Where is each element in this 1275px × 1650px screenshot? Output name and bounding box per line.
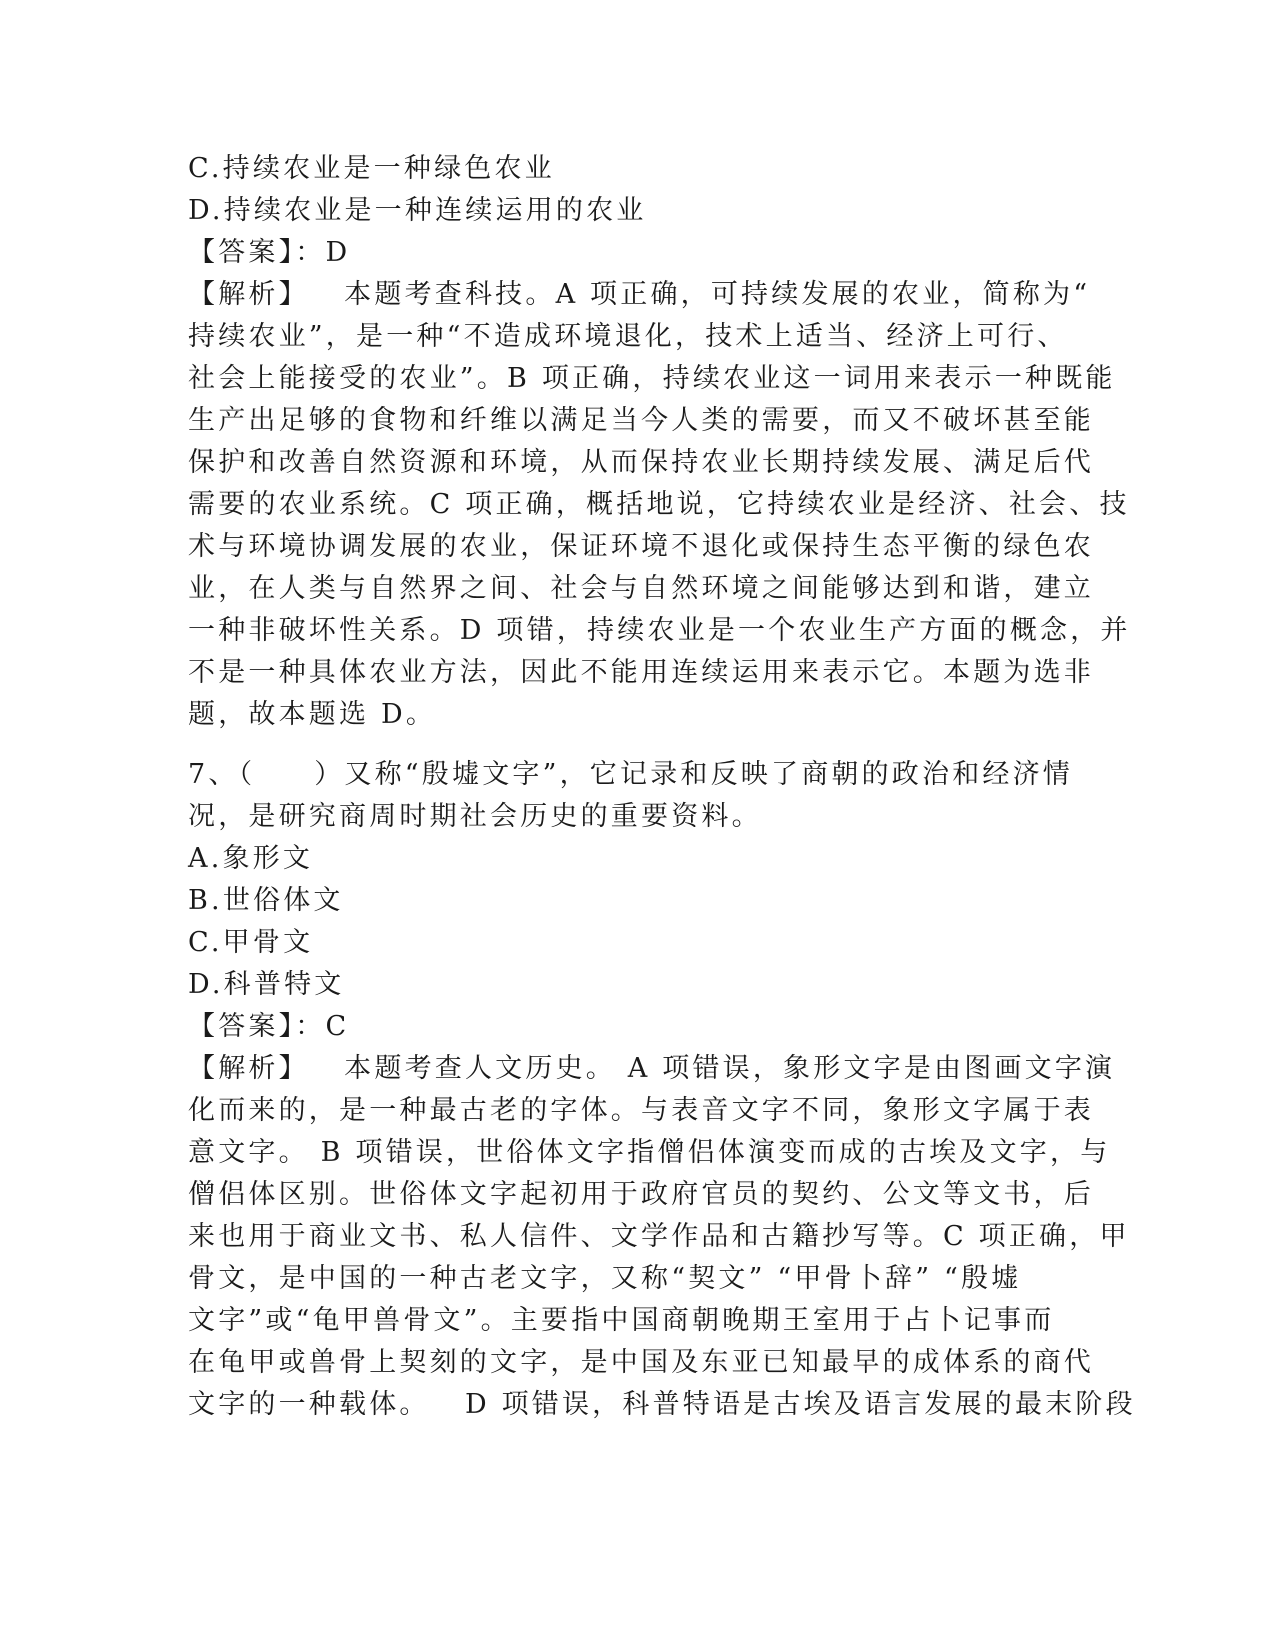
q6-explanation-line: 社会上能接受的农业”。B 项正确，持续农业这一词用来表示一种既能	[188, 363, 1116, 394]
q7-explanation-line: 化而来的，是一种最古老的字体。与表音文字不同，象形文字属于表	[188, 1095, 1094, 1126]
q7-option-b: B.世俗体文	[188, 885, 344, 916]
q6-option-c: C.持续农业是一种绿色农业	[188, 153, 555, 184]
q7-explanation-line: 文字的一种载体。 D 项错误，科普特语是古埃及语言发展的最末阶段	[188, 1389, 1136, 1420]
q6-explanation-line: 本题考查科技。A 项正确，可持续发展的农业，简称为“	[344, 279, 1091, 310]
q7-explanation-line: 本题考查人文历史。 A 项错误，象形文字是由图画文字演	[344, 1053, 1116, 1084]
q7-option-a: A.象形文	[188, 843, 314, 874]
q6-explanation-first-line	[188, 274, 1091, 316]
q7-answer-value: C	[325, 1011, 350, 1042]
q7-explanation-label: 【解析】	[188, 1053, 309, 1084]
q7-question-line: 况，是研究商周时期社会历史的重要资料。	[188, 801, 762, 832]
q6-explanation-line: 需要的农业系统。C 项正确，概括地说，它持续农业是经济、社会、技	[188, 489, 1130, 520]
q7-answer	[188, 1006, 1088, 1048]
q7-option-c: C.甲骨文	[188, 927, 314, 958]
q6-explanation-line: 一种非破坏性关系。D 项错，持续农业是一个农业生产方面的概念，并	[188, 615, 1131, 646]
q7-explanation-first-line	[188, 1048, 1116, 1090]
question-separator	[188, 736, 1088, 754]
q6-explanation-label: 【解析】	[188, 279, 309, 310]
q6-answer-value: D	[325, 237, 351, 268]
q7-option-d: D.科普特文	[188, 969, 345, 1000]
q7-explanation-line: 文字”或“龟甲兽骨文”。主要指中国商朝晚期王室用于占卜记事而	[188, 1305, 1055, 1336]
q6-explanation-line: 生产出足够的食物和纤维以满足当今人类的需要，而又不破坏甚至能	[188, 405, 1094, 436]
q6-explanation-line: 题，故本题选 D。	[188, 699, 437, 730]
q7-explanation-line: 在龟甲或兽骨上契刻的文字，是中国及东亚已知最早的成体系的商代	[188, 1347, 1094, 1378]
q6-explanation-line: 持续农业”，是一种“不造成环境退化，技术上适当、经济上可行、	[188, 321, 1068, 352]
q6-answer-label: 【答案】：	[188, 237, 326, 268]
q6-explanation-line: 术与环境协调发展的农业，保证环境不退化或保持生态平衡的绿色农	[188, 531, 1094, 562]
q7-question-line: 7、（ ）又称“殷墟文字”，它记录和反映了商朝的政治和经济情	[188, 759, 1073, 790]
q7-explanation-line: 来也用于商业文书、私人信件、文学作品和古籍抄写等。C 项正确，甲	[188, 1221, 1130, 1252]
q6-explanation-line: 不是一种具体农业方法，因此不能用连续运用来表示它。本题为选非	[188, 657, 1094, 688]
q7-answer-label: 【答案】：	[188, 1011, 326, 1042]
q6-explanation-line: 保护和改善自然资源和环境，从而保持农业长期持续发展、满足后代	[188, 447, 1094, 478]
q7-explanation-line: 僧侣体区别。世俗体文字起初用于政府官员的契约、公文等文书，后	[188, 1179, 1094, 1210]
q6-answer	[188, 232, 1088, 274]
document-body	[188, 148, 1136, 1426]
q7-explanation-line: 意文字。 B 项错误，世俗体文字指僧侣体演变而成的古埃及文字，与	[188, 1137, 1111, 1168]
q7-explanation-line: 骨文，是中国的一种古老文字，又称“契文” “甲骨卜辞” “殷墟	[188, 1263, 1022, 1294]
q6-explanation-line: 业，在人类与自然界之间、社会与自然环境之间能够达到和谐，建立	[188, 573, 1094, 604]
q6-option-d: D.持续农业是一种连续运用的农业	[188, 195, 647, 226]
